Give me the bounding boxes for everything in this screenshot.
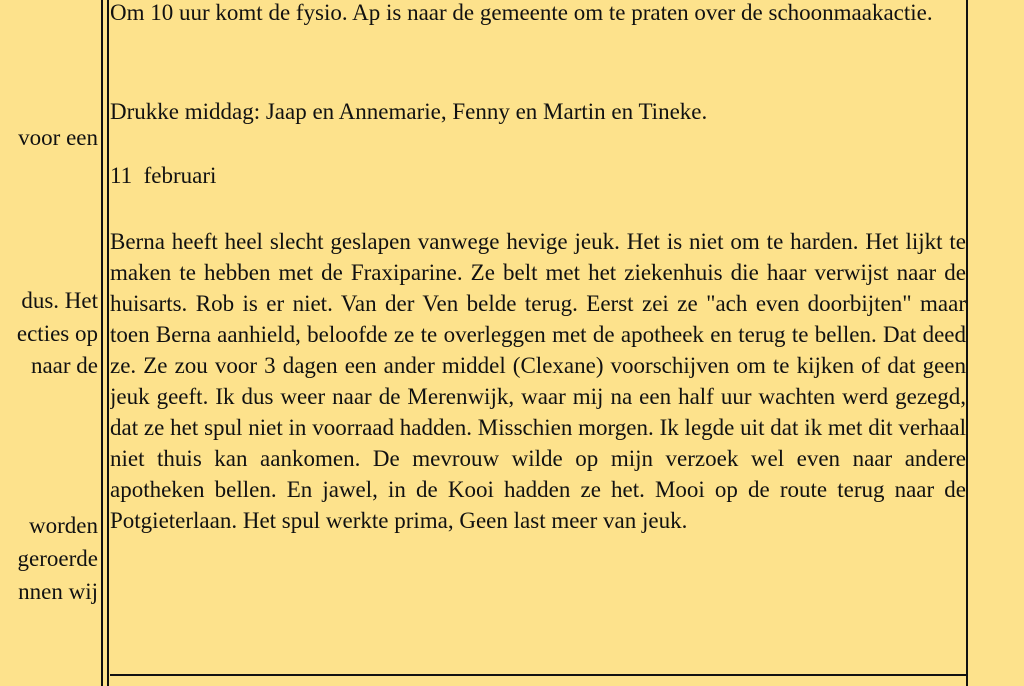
main-column [110, 0, 966, 686]
page-border-right [966, 0, 968, 686]
left-column [0, 0, 98, 686]
left-fragment: dus. Het [21, 288, 98, 313]
column-divider-left [101, 0, 103, 686]
left-fragment: worden [29, 513, 98, 538]
left-fragment: naar de [30, 353, 98, 378]
paragraph-fysio: Om 10 uur komt de fysio. Ap is naar de gemeente om te praten over de schoonmaakactie. [110, 0, 933, 25]
left-fragment: geroerde [17, 546, 98, 571]
left-fragment: voor een [18, 125, 98, 150]
date-heading: 11 februari [110, 163, 217, 188]
column-divider-right [107, 0, 109, 686]
left-fragment: ecties op [16, 321, 98, 346]
paragraph-drukke-middag: Drukke middag: Jaap en Annemarie, Fenny en Martin en Tineke. [110, 99, 708, 124]
bottom-border [110, 674, 968, 676]
left-fragment: nnen wij [18, 579, 98, 604]
paragraph-berna: Berna heeft heel slecht geslapen vanwege hevige jeuk. Het is niet om te harden. Het lijkt te maken te hebben met de Fraxiparine. Ze belt met het ziekenhuis die haar verwijst naar de huisarts. Rob is er niet. Van der Ven belde terug. Eerst zei ze "ach even doorbijten" maar toen Berna aanhield, beloofde ze te overleggen met de apotheek en terug te bellen. Dat deed ze. Ze zou voor 3 dagen een ander middel (Clexane) voorschijven om te kijken of dat geen jeuk geeft. Ik dus weer naar de Merenwijk, waar mij na een half uur wachten werd gezegd, dat ze het spul niet in voorraad hadden. Misschien morgen. Ik legde uit dat ik met dit verhaal niet thuis kan aankomen. De mevrouw wilde op mijn verzoek wel even naar andere apotheken bellen. En jawel, in de Kooi hadden ze het. Mooi op de route terug naar de Potgieterlaan. Het spul werkte prima, Geen last meer van jeuk. [110, 229, 966, 533]
